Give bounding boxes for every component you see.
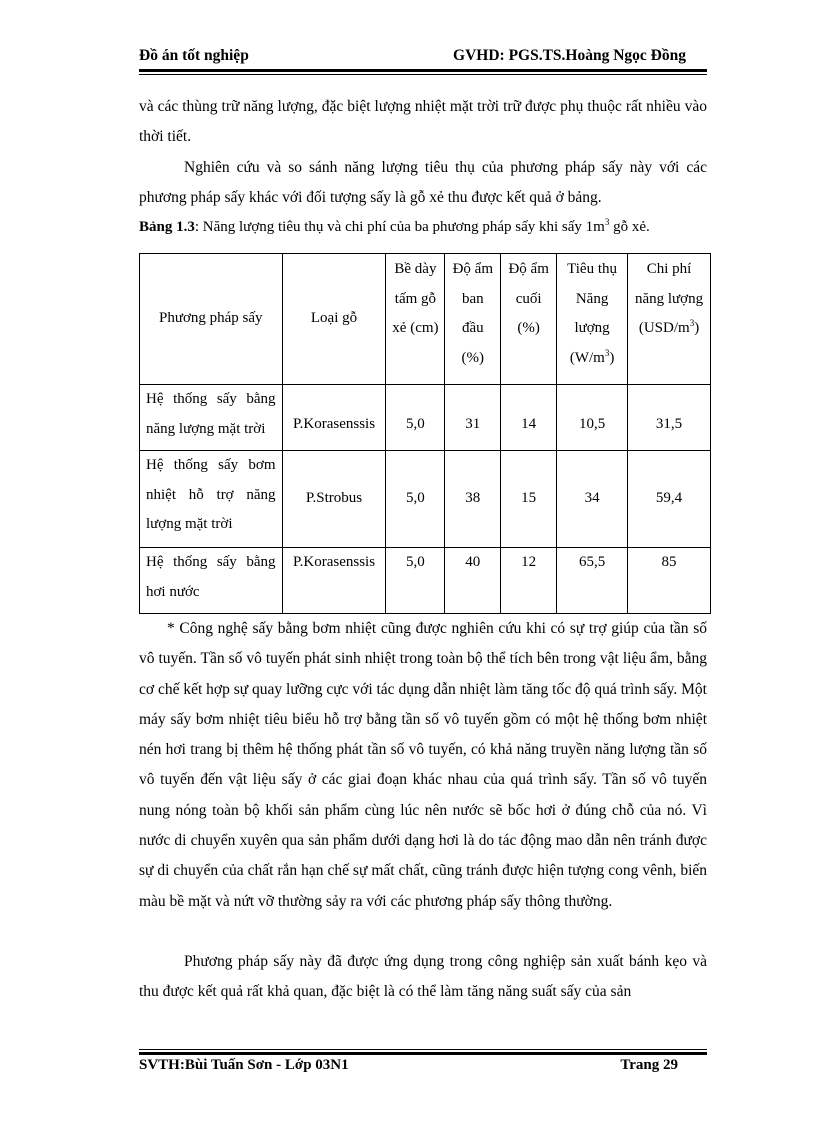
header-rule-thin (139, 74, 707, 75)
page-number: Trang 29 (620, 1057, 678, 1073)
row-method: Hệ thống sấy bằng năng lượng mặt trời (140, 385, 283, 451)
header-moisture-initial: Độ ẩm ban đầu (%) (445, 254, 501, 385)
caption-sup: 3 (604, 217, 610, 227)
row-thickness: 5,0 (386, 451, 445, 548)
body-paragraph-2: Phương pháp sấy này đã được ứng dụng trong công nghiệp sản xuất bánh kẹo và thu được kết quả rất khả quan, đặc biệt là có thể làm tăng năng suất sấy của sản (139, 953, 707, 1001)
row-moisture-final: 14 (501, 385, 557, 451)
page-header (139, 47, 707, 69)
table-header-row (140, 254, 711, 385)
row-moisture-initial: 40 (445, 548, 501, 614)
header-energy: Tiêu thụ Năng lượng $(W/m^3)$ (557, 254, 628, 385)
row-method: Hệ thống sấy bơm nhiệt hỗ trợ năng lượng mặt trời (140, 451, 283, 548)
footer-author: SVTH:Bùi Tuấn Sơn - Lớp 03N1 (139, 1057, 349, 1073)
header-rule-thick (139, 69, 707, 72)
table-row (140, 385, 711, 451)
row-cost: 85 (628, 548, 711, 614)
caption-text: : Năng lượng tiêu thụ và chi phí của ba phương pháp sấy khi sấy 1m (194, 219, 605, 235)
header-moisture-final: Độ ẩm cuối (%) (501, 254, 557, 385)
caption-label: Bảng 1.3 (139, 219, 195, 235)
row-wood: P.Korasenssis (282, 385, 386, 451)
table-row (140, 451, 711, 548)
row-method: Hệ thống sấy bằng hơi nước (140, 548, 283, 614)
table-row (140, 548, 711, 614)
table-caption (139, 219, 711, 236)
row-energy: 34 (557, 451, 628, 548)
footer-rule-thick (139, 1052, 707, 1055)
row-thickness: 5,0 (386, 385, 445, 451)
body-paragraph-1: * Công nghệ sấy bằng bơm nhiệt cũng được nghiên cứu khi có sự trợ giúp của tần số vô tuyến. Tần số vô tuyến phát sinh nhiệt trong toàn bộ thể tích bên trong vật liệu ẩm, bằng cơ chế kết hợp sự quay lưỡng cực với tác dụng dẫn nhiệt làm tăng tốc độ quá trình sấy. Một máy sấy bơm nhiệt tiêu biểu hỗ trợ bằng tần số vô tuyến gồm có một hệ thống bơm nhiệt nén hơi trang bị thêm hệ thống phát tần số vô tuyến, có khả năng truyền năng lượng tần số vô tuyến đến vật liệu sấy ở các giai đoạn khác nhau của quá trình sấy. Tần số vô tuyến nung nóng toàn bộ khối sản phẩm cùng lúc nên nước sẽ bốc hơi ở đúng chỗ của nó. Vì nước di chuyển xuyên qua sản phẩm dưới dạng hơi là do tác động mao dẫn nên tránh được sự di chuyển của chất rắn hạn chế sự mất chất, cũng tránh được hiện tượng cong vênh, biến màu bề mặt và nứt vỡ thường sảy ra với các phương pháp sấy thông thường. (139, 620, 707, 910)
header-thickness: Bề dày tấm gỗ xẻ (cm) (386, 254, 445, 385)
row-cost: 31,5 (628, 385, 711, 451)
row-moisture-final: 15 (501, 451, 557, 548)
intro-paragraph-2: Nghiên cứu và so sánh năng lượng tiêu thụ của phương pháp sấy này với các phương pháp sấy khác với đối tượng sấy là gỗ xẻ thu được kết quả ở bảng. (139, 159, 707, 207)
row-moisture-initial: 38 (445, 451, 501, 548)
intro-paragraph-1: và các thùng trữ năng lượng, đặc biệt lượng nhiệt mặt trời trữ được phụ thuộc rất nhiều vào thời tiết. (139, 98, 707, 146)
header-title: Đồ án tốt nghiệp (139, 47, 249, 64)
row-wood: P.Korasenssis (282, 548, 386, 614)
header-method: Phương pháp sấy (140, 254, 283, 385)
header-wood: Loại gỗ (282, 254, 386, 385)
row-cost: 59,4 (628, 451, 711, 548)
footer-rule-thin (139, 1049, 707, 1050)
header-cost: Chi phí năng lượng $(USD/m^3)$ (628, 254, 711, 385)
row-moisture-initial: 31 (445, 385, 501, 451)
caption-text-end: gỗ xẻ. (609, 219, 650, 235)
row-energy: 10,5 (557, 385, 628, 451)
row-moisture-final: 12 (501, 548, 557, 614)
header-advisor: GVHD: PGS.TS.Hoàng Ngọc Đồng (453, 47, 686, 64)
row-thickness: 5,0 (386, 548, 445, 614)
row-wood: P.Strobus (282, 451, 386, 548)
row-energy: 65,5 (557, 548, 628, 614)
energy-table (139, 253, 711, 614)
